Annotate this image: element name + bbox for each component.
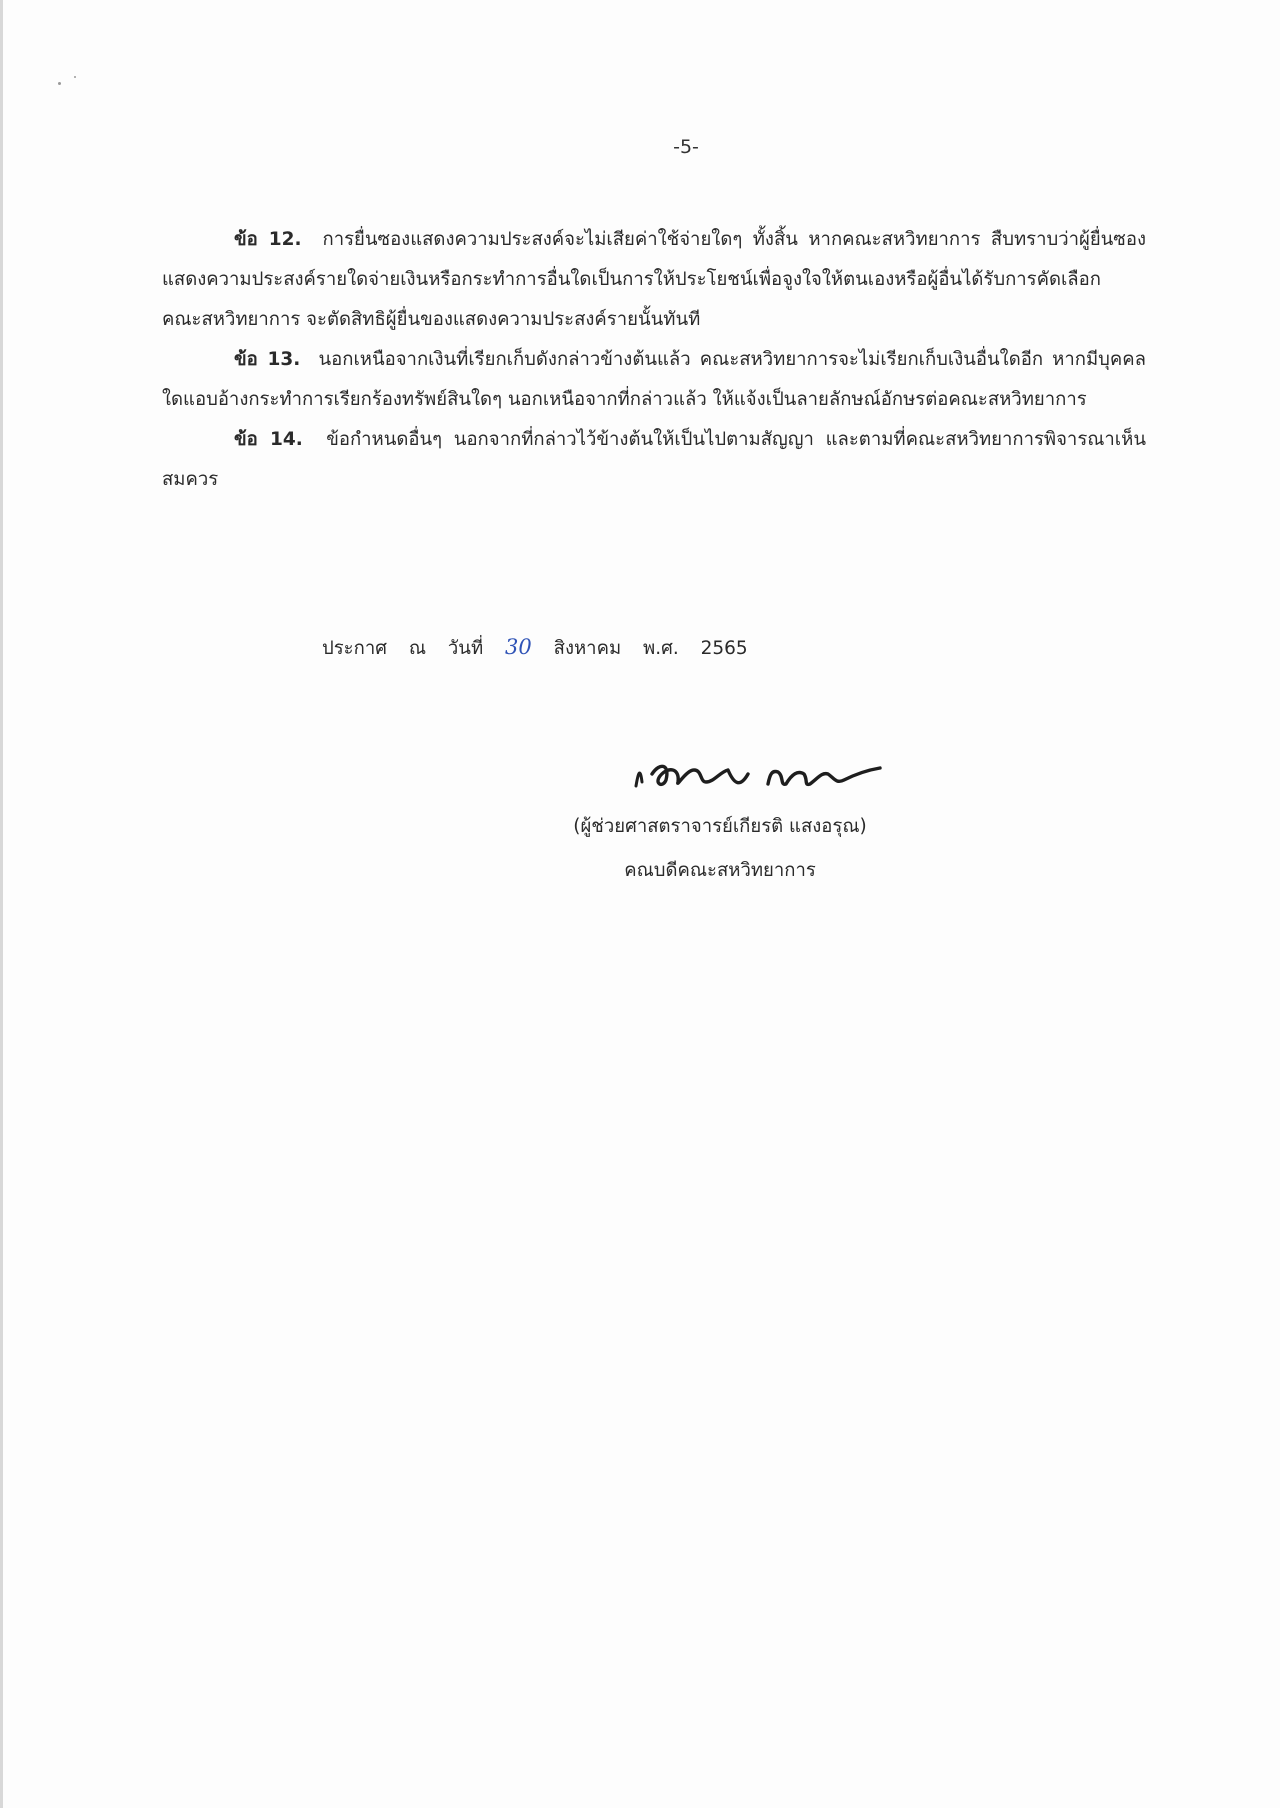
scan-speck (74, 76, 76, 78)
month: สิงหาคม (553, 638, 622, 659)
page-number: -5- (673, 136, 699, 158)
clause-text: การยื่นซองแสดงความประสงค์จะไม่เสียค่าใช้จ่ายใดๆ ทั้งสิ้น หากคณะสหวิทยาการ สืบทราบว่าผู้ยื่นซองแสดงความประสงค์รายใดจ่ายเงินหรือกระทำการอื่นใดเป็นการให้ประโยชน์เพื่อจูงใจให้ตนเองหรือผู้อื่นได้รับการคัดเลือก คณะสหวิทยาการ จะตัดสิทธิผู้ยื่นของแสดงความประสงค์รายนั้นทันที (162, 229, 1147, 330)
scan-speck (58, 82, 61, 85)
signer-title: คณบดีคณะสหวิทยาการ (624, 860, 816, 881)
announcement-at: ณ (408, 638, 427, 659)
clause-text: ข้อกำหนดอื่นๆ นอกจากที่กล่าวไว้ข้างต้นให้เป็นไปตามสัญญา และตามที่คณะสหวิทยาการพิจารณาเห็นสมควร (162, 429, 1146, 490)
clause-13 (162, 340, 1146, 420)
signer-name: (ผู้ช่วยศาสตราจารย์เกียรติ แสงอรุณ) (573, 816, 867, 837)
day-label: วันที่ (447, 638, 484, 659)
clause-14 (162, 420, 1146, 500)
year: 2565 (700, 638, 748, 659)
era: พ.ศ. (643, 638, 679, 659)
announcement-date (322, 634, 764, 663)
announcement-prefix: ประกาศ (322, 638, 387, 659)
clause-12 (162, 220, 1146, 340)
clause-number: ข้อ 12. (234, 229, 302, 250)
handwritten-signature (630, 744, 890, 804)
handwritten-day: 30 (505, 635, 532, 659)
clause-number: ข้อ 14. (234, 429, 303, 450)
scan-edge (0, 0, 3, 1808)
clause-text: นอกเหนือจากเงินที่เรียกเก็บดังกล่าวข้างต้นแล้ว คณะสหวิทยาการจะไม่เรียกเก็บเงินอื่นใดอีก หากมีบุคคลใดแอบอ้างกระทำการเรียกร้องทรัพย์สินใดๆ นอกเหนือจากที่กล่าวแล้ว ให้แจ้งเป็นลายลักษณ์อักษรต่อคณะสหวิทยาการ (162, 349, 1146, 410)
clause-number: ข้อ 13. (234, 349, 301, 370)
document-body (162, 220, 1146, 500)
